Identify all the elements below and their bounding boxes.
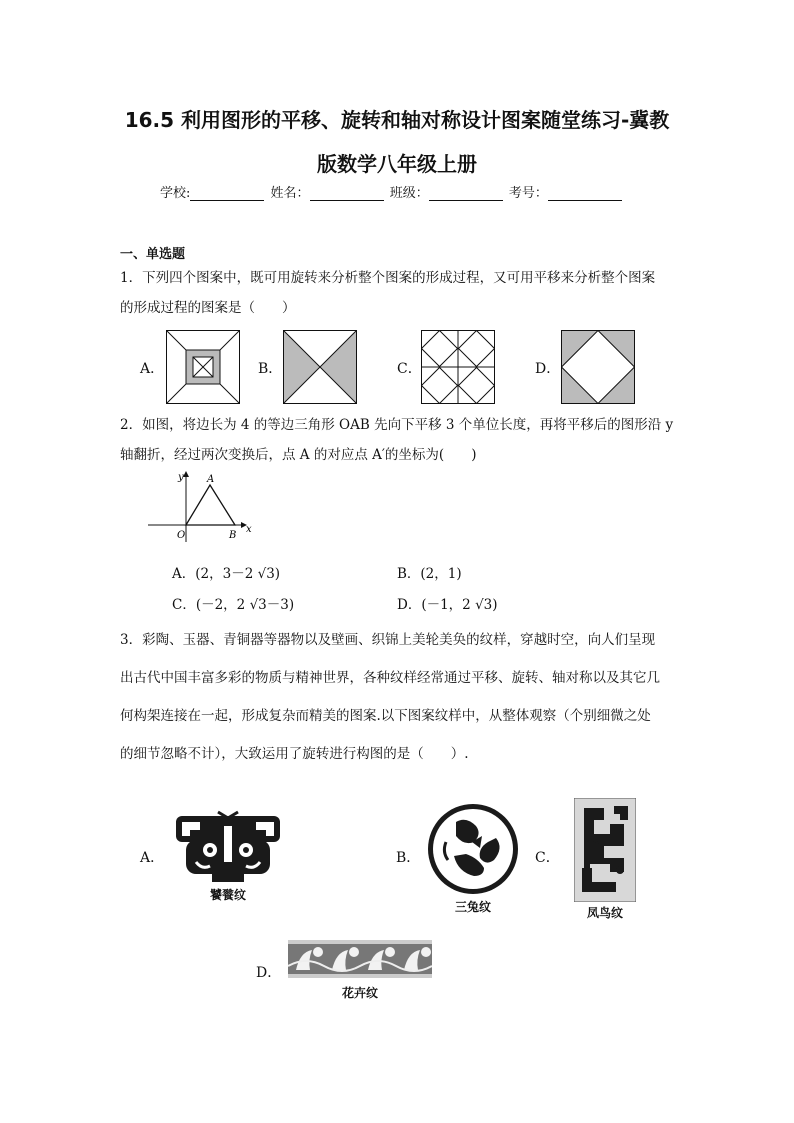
question-2-line1: 2．如图，将边长为 4 的等边三角形 OAB 先向下平移 3 个单位长度，再将平移后的图形沿 y <box>120 417 674 433</box>
point-b-label: B <box>229 530 237 541</box>
q1-figure-b <box>283 330 357 404</box>
school-label: 学校: <box>160 186 191 201</box>
school-blank[interactable] <box>190 187 264 201</box>
q3-option-a-label[interactable]: A． <box>140 850 165 866</box>
question-2 <box>120 410 680 470</box>
question-1-line2: 的形成过程的图案是（ ） <box>120 300 296 316</box>
point-a-label: A <box>207 474 215 485</box>
page-title-line2: 版数学八年级上册 <box>317 152 477 176</box>
taotie-pattern-image <box>172 808 284 884</box>
section-heading: 一、单选题 <box>120 247 186 262</box>
q1-option-a-label[interactable]: A． <box>140 361 165 377</box>
triangle-oab <box>186 485 235 525</box>
sqrt-3: √3 <box>475 597 493 613</box>
x-axis-label: x <box>246 524 252 535</box>
q1-figure-d <box>561 330 635 404</box>
q1-option-d-label[interactable]: D． <box>535 361 561 377</box>
q3-caption-c: 凤鸟纹 <box>586 906 623 920</box>
q3-caption-d: 花卉纹 <box>341 986 378 1000</box>
name-label: 姓名： <box>270 186 310 201</box>
q1-figure-a <box>166 330 240 404</box>
question-3-line2: 出古代中国丰富多彩的物质与精神世界，各种纹样经常通过平移、旋转、轴对称以及其它几 <box>120 670 660 686</box>
q2-option-d[interactable]: D．(－1，2 √3) <box>397 597 498 613</box>
q3-option-d-label[interactable]: D． <box>256 965 282 981</box>
question-3 <box>120 621 680 773</box>
exam-no-label: 考号： <box>508 186 548 201</box>
sqrt-3: √3 <box>249 597 267 613</box>
q1-option-c-label[interactable]: C． <box>397 361 422 377</box>
q1-option-b-label[interactable]: B． <box>258 361 283 377</box>
sqrt-3: √3 <box>257 566 275 582</box>
class-label: 班级： <box>389 186 429 201</box>
question-2-line2: 轴翻折，经过两次变换后，点 A 的对应点 A′的坐标为( ) <box>120 447 477 463</box>
name-blank[interactable] <box>310 187 384 201</box>
q3-option-b-label[interactable]: B． <box>396 850 421 866</box>
exam-no-blank[interactable] <box>548 187 622 201</box>
question-1 <box>120 263 680 323</box>
point-o-label: O <box>177 530 186 541</box>
q3-option-c-label[interactable]: C． <box>535 850 560 866</box>
q2-option-b[interactable]: B．(2，1) <box>397 566 462 582</box>
class-blank[interactable] <box>429 187 503 201</box>
page-title-line1: 16.5 利用图形的平移、旋转和轴对称设计图案随堂练习-冀教 <box>124 108 670 132</box>
q1-figure-c <box>421 330 495 404</box>
three-rabbits-pattern-image <box>426 802 520 896</box>
phoenix-bird-pattern-image <box>574 798 636 902</box>
question-3-line3: 何构架连接在一起，形成复杂而精美的图案.以下图案纹样中，从整体观察（个别细微之处 <box>120 708 651 724</box>
question-1-line1: 1．下列四个图案中，既可用旋转来分析整个图案的形成过程，又可用平移来分析整个图案 <box>120 270 656 286</box>
flower-pattern-image <box>288 940 432 978</box>
q3-caption-a: 饕餮纹 <box>209 888 246 902</box>
q3-caption-b: 三兔纹 <box>454 900 491 914</box>
q2-coordinate-figure <box>140 468 260 544</box>
question-3-line1: 3．彩陶、玉器、青铜器等器物以及壁画、织锦上美轮美奂的纹样，穿越时空，向人们呈现 <box>120 632 656 648</box>
student-info-line <box>160 182 624 201</box>
question-3-line4: 的细节忽略不计），大致运用了旋转进行构图的是（ ）. <box>120 746 469 762</box>
q2-option-a[interactable]: A．(2，3－2 √3) <box>172 566 281 582</box>
y-axis-label: y <box>178 472 184 483</box>
q2-option-c[interactable]: C．(－2，2 √3－3) <box>172 597 295 613</box>
